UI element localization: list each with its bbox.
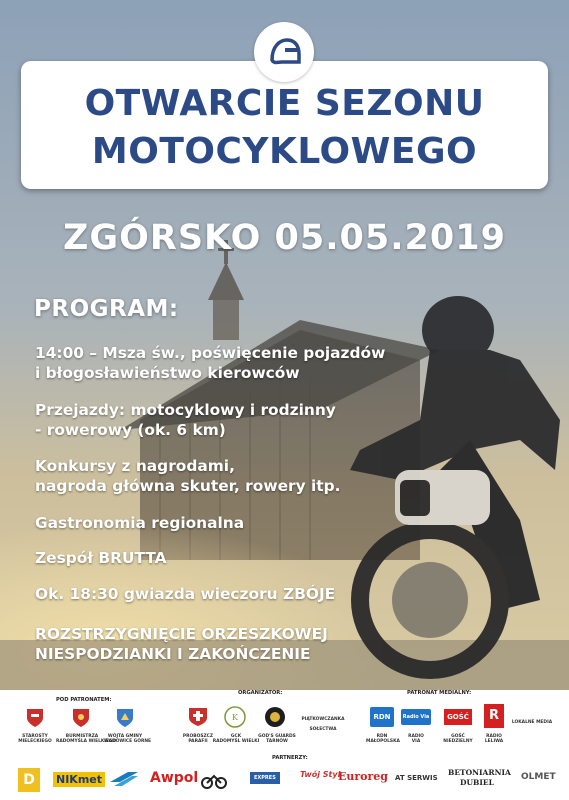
helmet-badge [254,22,314,82]
svg-text:K: K [232,713,238,722]
medialny-caption [510,720,554,725]
caption-text: BURMISTRZA RADOMYŚLA WIELKIEGO [56,734,117,744]
medialny-heading: PATRONAT MEDIALNY: [407,690,472,696]
organizator-caption [180,734,216,744]
organizator-caption [254,734,300,744]
caption-text: GOŚĆ NIEDZIELNY [443,734,473,744]
program-item [35,400,336,440]
partner-logo-at-serwis: AT SERWIS [395,774,438,782]
helmet-icon [254,22,314,82]
rdn-logo: RDN [370,707,394,727]
partner-logo-olmet: OLMET [521,772,556,782]
program-item-line: - rowerowy (ok. 6 km) [35,421,226,439]
gosc-logo: GOŚĆ [444,709,472,725]
caption-text: RDN MAŁOPOLSKA [366,734,400,744]
caption-text: RADIO LELIWA [484,734,504,744]
patronat-caption [56,734,117,744]
program-item [35,343,385,383]
partner-logo-twoj-styl: Twój Styl [300,770,341,779]
partner-logo-expres: EXPRES [250,772,280,784]
caption-text: WÓJTA GMINY WADOWICE GÓRNE [104,734,152,744]
partner-logo-betoniarnia: BETONIARNIA [448,768,511,777]
program-item [35,584,335,604]
sponsors-footer [0,690,569,800]
parish-crest-icon [188,707,208,727]
medialny-caption [479,734,509,744]
radio-leliwa-logo: R [484,704,504,728]
caption-text: GOD'S GUARDS TARNÓW [258,734,296,744]
program-item [35,513,244,533]
partner-d-logo: D [18,768,40,792]
partnerzy-heading: PARTNERZY: [272,755,308,761]
partner-logo-nikmet: NIKmet [53,772,105,787]
caption-text: GCK RADOMYŚL WIELKI [212,734,260,744]
title-line-2: MOTOCYKLOWEGO [91,131,478,172]
program-item-line: nagroda główna skuter, rowery itp. [35,477,341,495]
caption-text: PIĄTKOWCZANKA SOŁECTWA [301,717,345,732]
organizator-caption [212,734,260,744]
patronat-caption [104,734,152,744]
program-heading: PROGRAM: [34,296,179,322]
radio-via-logo: Radio Via [401,709,431,725]
program-item-line: ROZSTRZYGNIĘCIE ORZESZKOWEJ [35,625,328,643]
medialny-caption [366,734,398,744]
program-item [35,456,340,496]
event-date: ZGÓRSKO 05.05.2019 [63,218,506,258]
patronat-heading: POD PATRONATEM: [56,697,112,703]
caption-text: STAROSTY MIELECKIEGO [18,734,52,744]
partner-logo-awpol: Awpol [150,770,199,786]
medialny-caption [400,734,432,744]
program-item [35,548,167,568]
partner-swoosh-logo-icon [108,768,140,788]
program-item-line: Ok. 18:30 gwiazda wieczoru ZBÓJE [35,585,336,603]
program-item-line: Przejazdy: motocyklowy i rodzinny [35,401,336,419]
program-item-line: Zespół BRUTTA [35,549,167,567]
caption-text: LOKALNE MEDIA [511,720,553,725]
program-item-line: NIESPODZIANKI I ZAKOŃCZENIE [35,645,311,663]
burmistrz-crest-icon [72,708,90,728]
caption-text: RADIO VIA [408,734,424,744]
program-item-line: i błogosławieństwo kierowców [35,364,300,382]
partner-moto-logo-icon [200,768,228,790]
starosta-crest-icon [26,708,44,728]
organizator-caption [300,717,346,732]
title-line-1: OTWARCIE SEZONU [84,83,485,124]
patronat-caption [18,734,52,744]
medialny-caption [440,734,476,744]
gck-logo-icon [223,706,247,728]
program-item-line: Gastronomia regionalna [35,514,245,532]
program-item-line: Konkursy z nagrodami, [35,457,235,475]
organizator-heading: ORGANIZATOR: [238,690,283,696]
program-item [35,624,328,664]
program-item-line: 14:00 – Msza św., poświęcenie pojazdów [35,344,386,362]
wojt-crest-icon [116,708,134,728]
caption-text: PROBOSZCZ PARAFII [182,734,214,744]
partner-logo-dubiel: DUBIEL [460,778,494,787]
partner-logo-euroreg: Euroreg [338,770,388,783]
gods-guards-logo-icon [264,706,286,728]
